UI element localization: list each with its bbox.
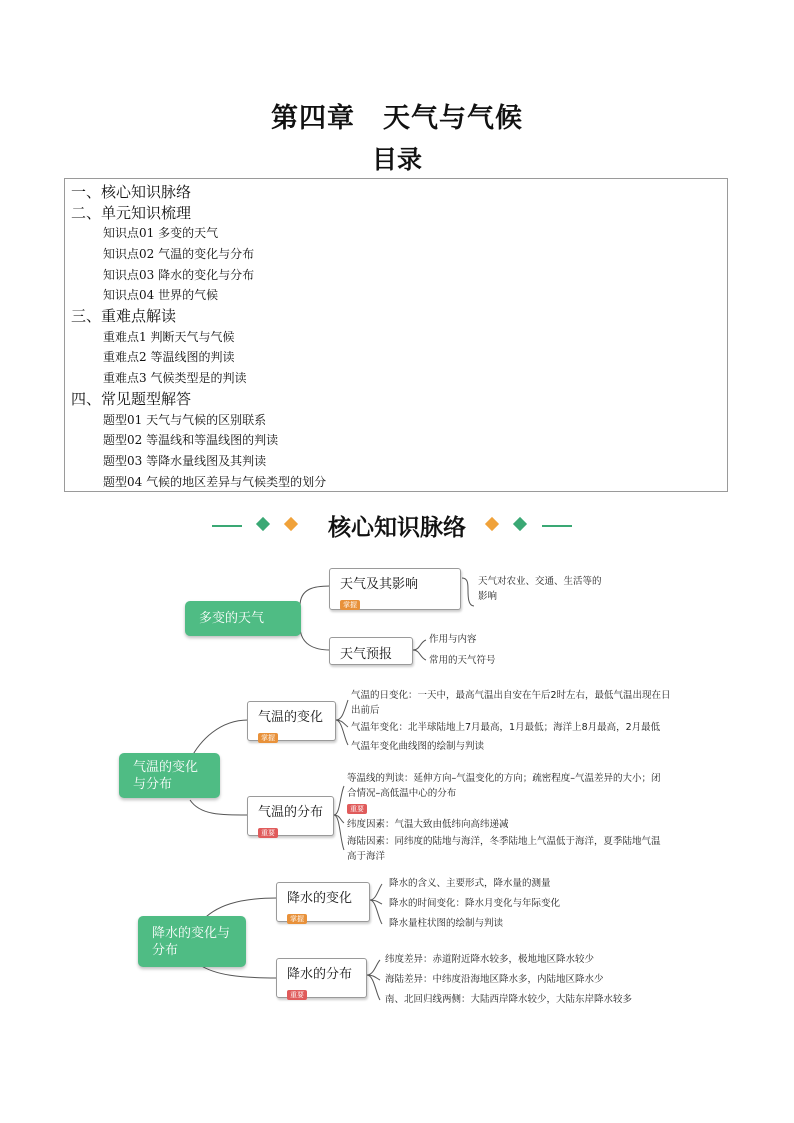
root-label: 气温的变化与分布	[133, 759, 199, 792]
branch-label: 降水的变化	[287, 891, 353, 906]
toc-title: 目录	[371, 145, 422, 174]
toc-item[interactable]: 题型01 天气与气候的区别联系	[103, 412, 267, 427]
mindmap-leaf: 降水的含义、主要形式，降水量的测量	[389, 878, 551, 889]
mindmap-leaf: 天气对农业、交通、生活等的影响	[478, 576, 602, 602]
root-label: 降水的变化与分布	[152, 925, 231, 958]
mindmap-leaf: 海陆因素：同纬度的陆地与海洋，冬季陆地上气温低于海洋，夏季陆地气温高于海洋	[347, 836, 661, 862]
toc-item[interactable]: 重难点3 气候类型是的判读	[103, 371, 247, 386]
mindmap-root-temperature[interactable]	[119, 753, 220, 798]
mindmap-branch-forecast[interactable]	[329, 637, 413, 665]
toc-item[interactable]: 知识点04 世界的气候	[103, 288, 219, 303]
mindmap-leaf: 海陆差异：中纬度沿海地区降水多，内陆地区降水少	[385, 974, 604, 985]
connector-line	[190, 800, 248, 815]
mindmap-leaf: 等温线的判读：延伸方向–气温变化的方向；疏密程度–气温差异的大小；闭合情况–高低温中心的分布	[347, 773, 661, 799]
connector-line	[300, 586, 330, 606]
toc-item[interactable]: 知识点02 气温的变化与分布	[103, 246, 255, 261]
mindmap-branch-temp-change[interactable]	[247, 701, 336, 741]
connector-line	[334, 786, 344, 815]
mindmap-branch-precip-change[interactable]	[276, 882, 370, 922]
mindmap-leaf: 南、北回归线两侧：大陆西岸降水较少，大陆东岸降水较多	[385, 994, 633, 1005]
mindmap-leaf: 降水的时间变化：降水月变化与年际变化	[389, 898, 561, 909]
mindmap-leaf: 常用的天气符号	[429, 655, 496, 666]
branch-label: 气温的变化	[258, 710, 324, 725]
tag-master: 掌握	[340, 600, 360, 610]
chapter-title: 第四章 天气与气候	[271, 103, 523, 134]
toc-section-2[interactable]: 二、单元知识梳理	[71, 203, 192, 222]
toc-section-4[interactable]: 四、常见题型解答	[71, 390, 192, 409]
connector-line	[462, 578, 474, 606]
connector-line	[300, 626, 330, 650]
mindmap-leaf: 纬度差异：赤道附近降水较多，极地地区降水较少	[385, 954, 595, 965]
tag-master: 掌握	[258, 733, 278, 743]
mindmap-leaf: 作用与内容	[429, 634, 477, 645]
toc-section-1[interactable]: 一、核心知识脉络	[71, 183, 192, 201]
tag-important: 重要	[287, 990, 307, 1000]
mindmap-leaf: 纬度因素：气温大致由低纬向高纬递减	[347, 819, 509, 830]
root-label: 多变的天气	[199, 611, 265, 626]
mindmap-leaf: 气温年变化：北半球陆地上7月最高，1月最低；海洋上8月最高，2月最低	[351, 722, 661, 733]
mindmap-branch-weather-impact[interactable]	[329, 568, 461, 610]
toc-item[interactable]: 知识点03 降水的变化与分布	[103, 267, 255, 282]
toc-item[interactable]: 题型02 等温线和等温线图的判读	[103, 433, 279, 448]
tag-master: 掌握	[287, 914, 307, 924]
toc-item[interactable]: 知识点01 多变的天气	[103, 226, 219, 240]
toc-item[interactable]: 题型04 气候的地区差异与气候类型的划分	[103, 474, 327, 489]
mindmap-root-weather[interactable]	[185, 601, 301, 636]
banner-title: 核心知识脉络	[328, 515, 466, 541]
connector-line	[336, 720, 348, 745]
toc-section-3[interactable]: 三、重难点解读	[71, 307, 177, 326]
tag-important: 重要	[347, 804, 367, 814]
branch-label: 天气及其影响	[340, 577, 419, 592]
toc-item[interactable]: 题型03 等降水量线图及其判读	[103, 454, 267, 469]
mindmap-leaf: 气温年变化曲线图的绘制与判读	[351, 741, 485, 752]
connector-line	[367, 960, 380, 975]
branch-label: 天气预报	[340, 647, 393, 662]
toc-item[interactable]: 重难点1 判断天气与气候	[103, 329, 235, 344]
connector-line	[413, 640, 426, 650]
branch-label: 降水的分布	[287, 967, 353, 982]
connector-line	[336, 700, 348, 720]
mindmap-leaf: 气温的日变化：一天中，最高气温出自安在午后2时左右，最低气温出现在日出前后	[351, 690, 671, 716]
mindmap-branch-precip-distribution[interactable]	[276, 958, 367, 998]
connector-line	[334, 815, 344, 850]
mindmap-leaf: 降水量柱状图的绘制与判读	[389, 918, 504, 929]
connector-line	[370, 884, 382, 900]
mindmap-root-precipitation[interactable]	[138, 916, 246, 967]
branch-label: 气温的分布	[258, 805, 324, 820]
mindmap-branch-temp-distribution[interactable]	[247, 796, 334, 836]
connector-line	[413, 650, 426, 660]
tag-important: 重要	[258, 828, 278, 838]
toc-item[interactable]: 重难点2 等温线图的判读	[103, 350, 235, 365]
